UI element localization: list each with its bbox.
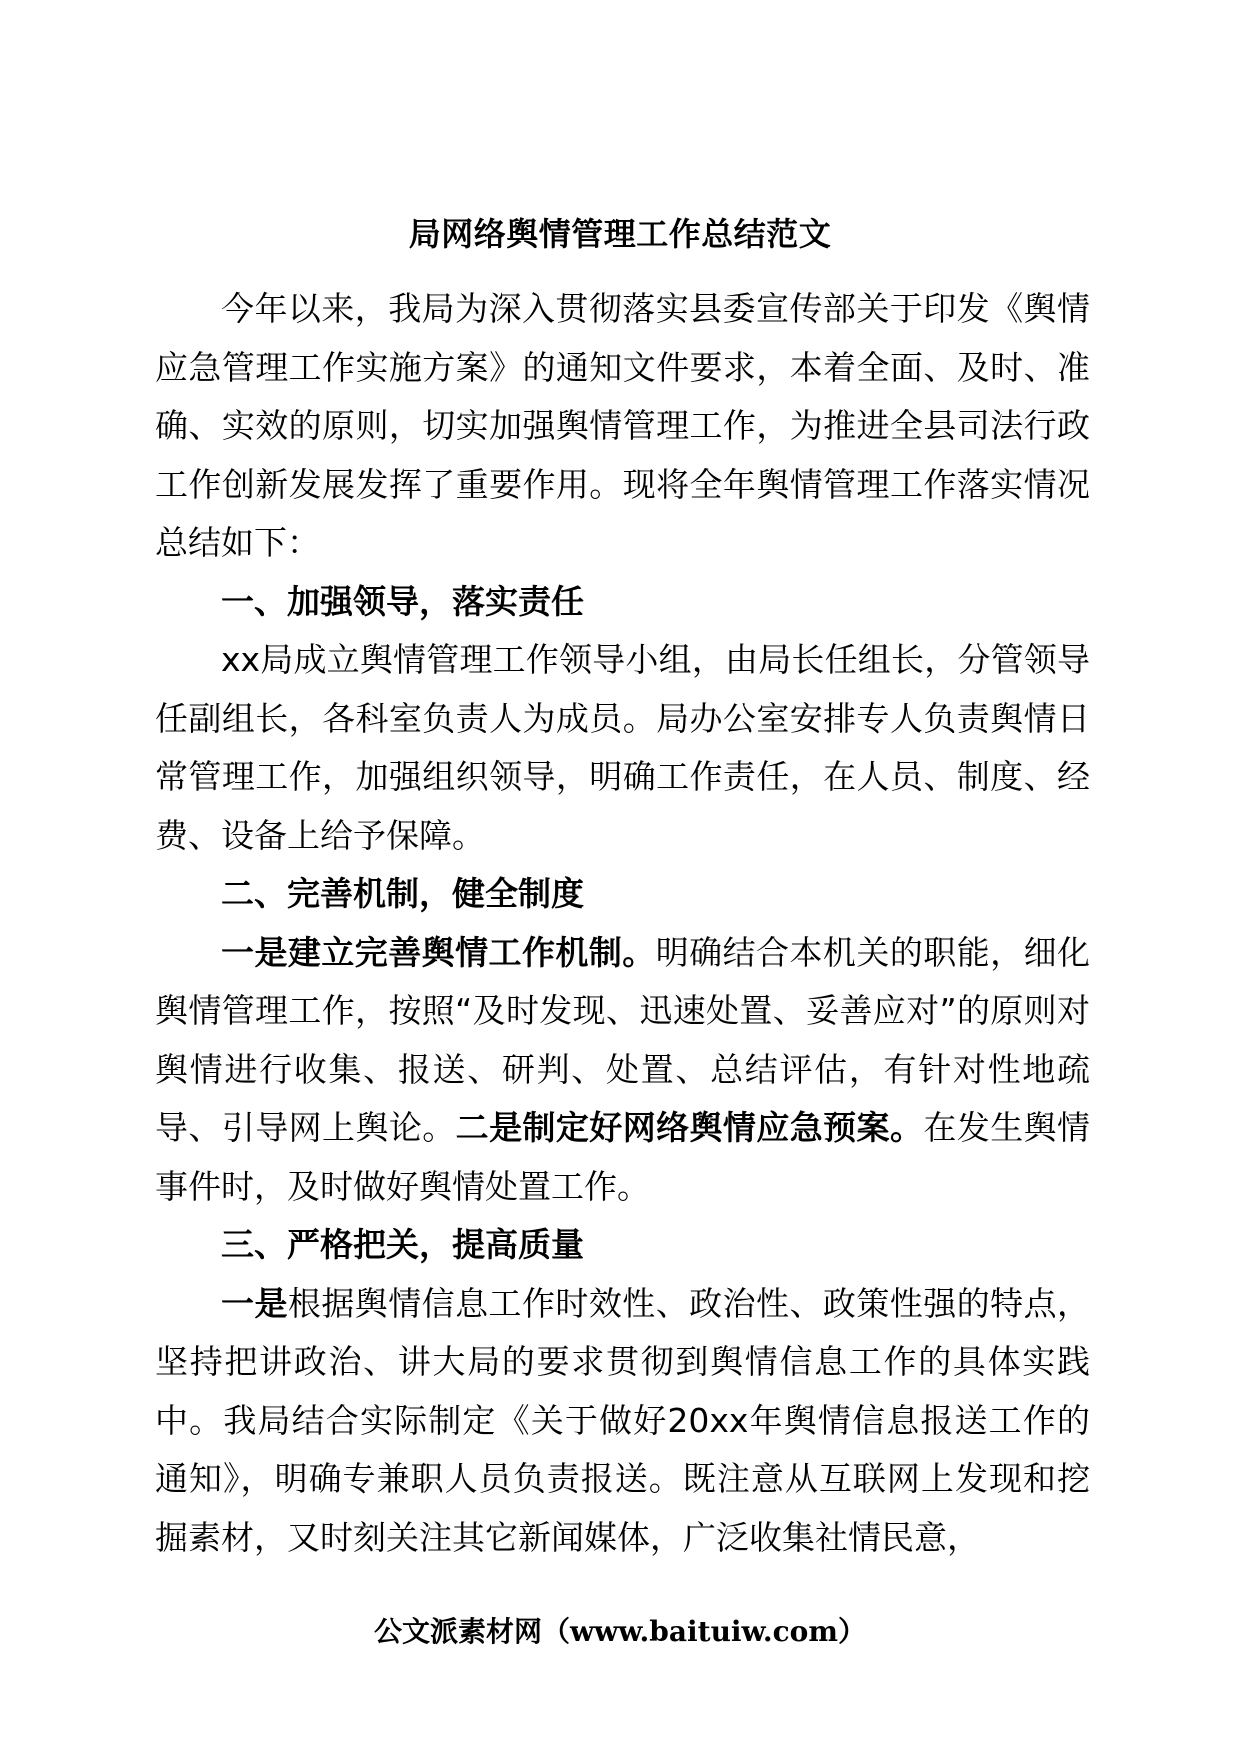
section-heading-1: 一、加强领导，落实责任: [221, 581, 584, 621]
section-2-lead-1: 一是建立完善舆情工作机制。: [221, 932, 656, 972]
section-3-text-1: 根据舆情信息工作时效性、政治性、政策性强的特点，坚持把讲政治、讲大局的要求贯彻到舆情信息工作的具体实践中。我局结合实际制定《关于做好20xx年舆情信息报送工作的通知》，明确专兼职人员负责报送。既注意从互联网上发现和挖掘素材，又时刻关注其它新闻媒体，广泛收集社情民意，: [155, 1283, 1091, 1557]
section-2-text-1: 明确结合本机关的职能，细化舆情管理工作，按照“及时发现、迅速处置、妥善应对”的原则对舆情进行收集、报送、研判、处置、总结评估，有针对性地疏导、引导网上舆论。: [155, 932, 1091, 1147]
document-title: 局网络舆情管理工作总结范文: [408, 215, 832, 253]
footer-source-line: 公文派素材网（www.baituiw.com）: [374, 1615, 866, 1648]
section-3-lead-1: 一是: [221, 1283, 288, 1323]
section-3-paragraph: [155, 1275, 1090, 1568]
intro-paragraph: 今年以来，我局为深入贯彻落实县委宣传部关于印发《舆情应急管理工作实施方案》的通知文件要求，本着全面、及时、准确、实效的原则，切实加强舆情管理工作，为推进全县司法行政工作创新发展发挥了重要作用。现将全年舆情管理工作落实情况总结如下：: [155, 289, 1090, 562]
section-1-paragraph: xx局成立舆情管理工作领导小组，由局长任组长，分管领导任副组长，各科室负责人为成员。局办公室安排专人负责舆情日常管理工作，加强组织领导，明确工作责任，在人员、制度、经费、设备上给予保障。: [155, 640, 1090, 855]
section-2-lead-2: 二是制定好网络舆情应急预案。: [455, 1108, 924, 1147]
section-heading-2: 二、完善机制，健全制度: [221, 874, 584, 913]
section-2-text-2: 在发生舆情事件时，及时做好舆情处置工作。: [155, 1108, 1091, 1206]
document-body: [155, 280, 1090, 1567]
section-2-paragraph: [155, 924, 1090, 1217]
section-heading-3: 三、严格把关，提高质量: [221, 1225, 584, 1264]
